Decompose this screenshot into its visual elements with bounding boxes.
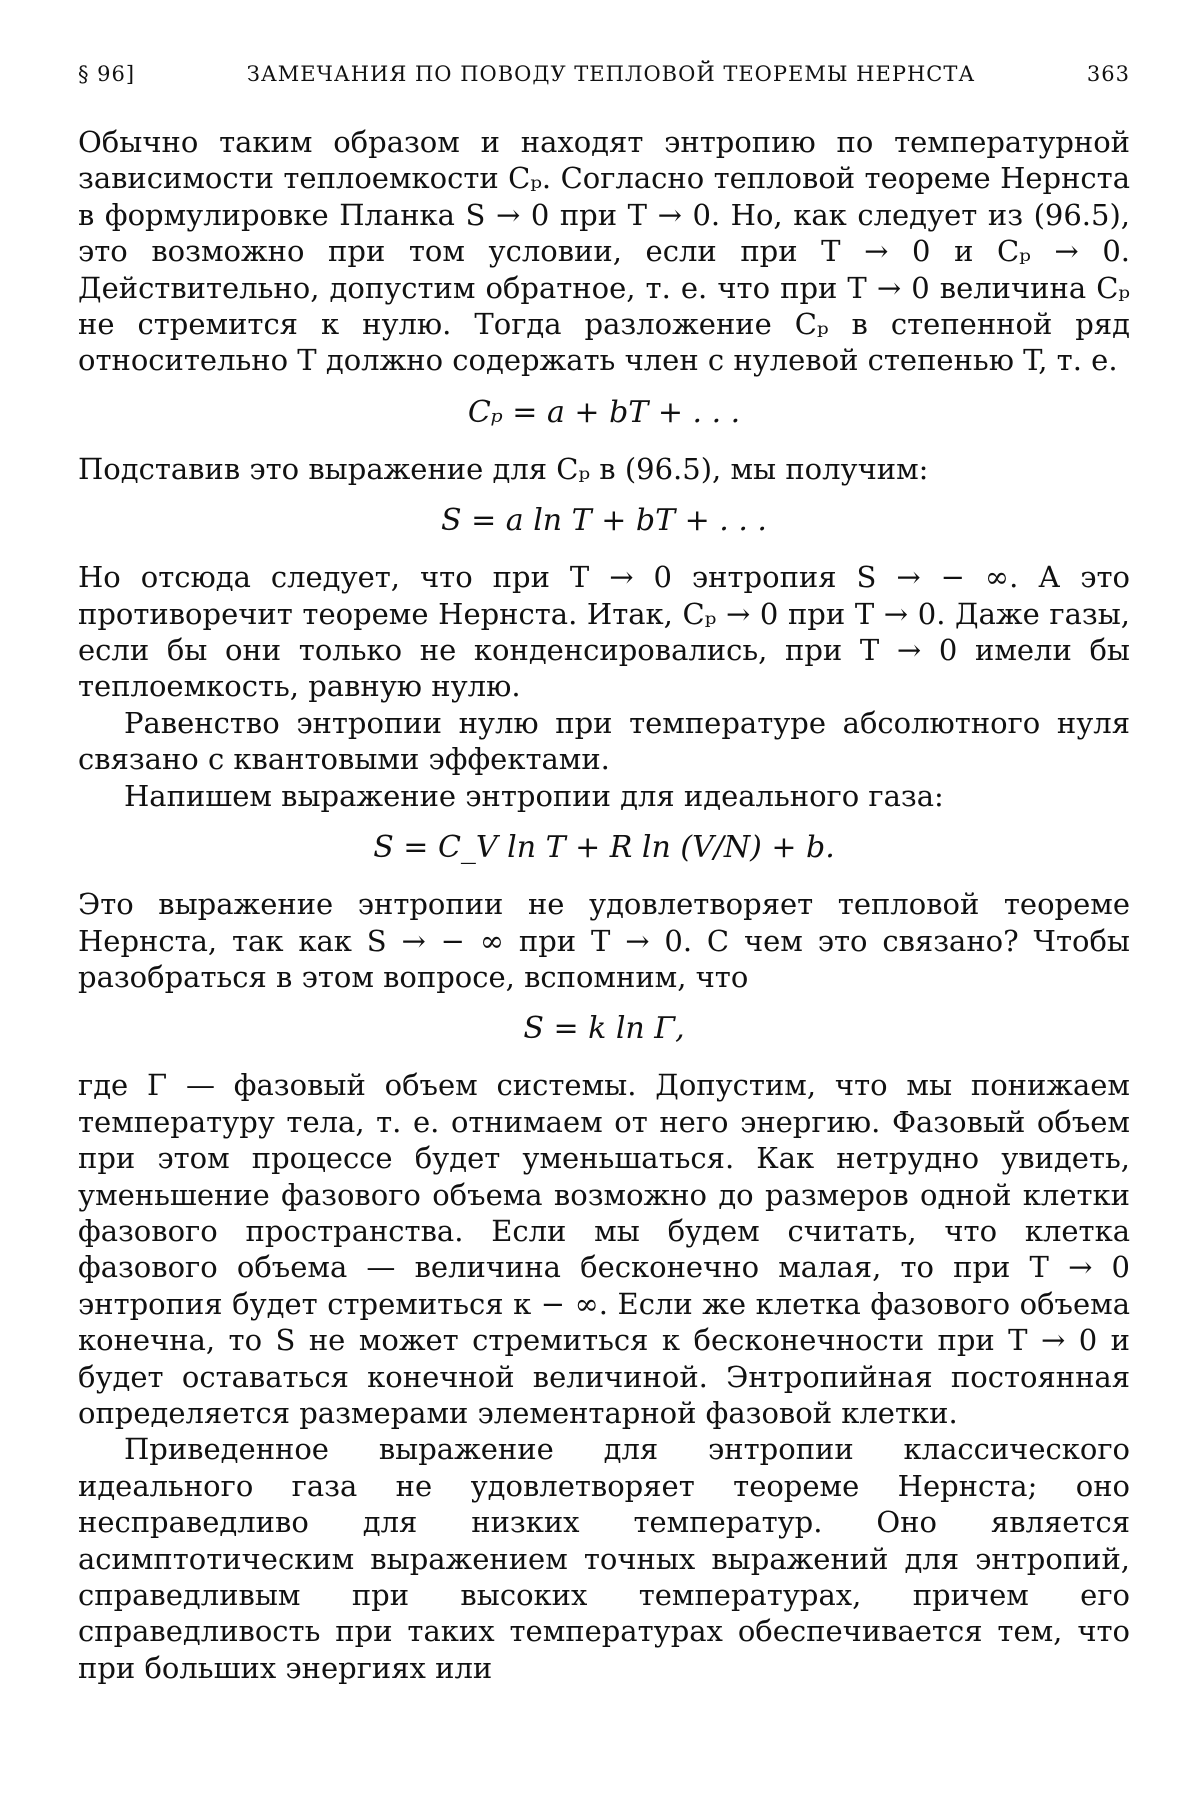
paragraph-7: где Γ — фазовый объем системы. Допустим, что мы понижаем температуру тела, т. е. отнимаем от него энергию. Фазовый объем при этом процессе будет уменьшаться. Как нетрудно увидеть, уменьшение фазового объема возможно до размеров одной клетки фазового пространства. Если мы будем считать, что клетка фазового объема — величина бесконечно малая, то при T → 0 энтропия будет стремиться к − ∞. Если же клетка фазового объема конечна, то S не может стремиться к бесконечности при T → 0 и будет оставаться конечной величиной. Энтропийная постоянная определяется размерами элементарной фазовой клетки. xyxy=(78,1068,1130,1430)
paragraph-6: Это выражение энтропии не удовлетворяет тепловой теореме Нернста, так как S → − ∞ при T → 0. С чем это связано? Чтобы разобраться в этом вопросе, вспомним, что xyxy=(78,887,1130,994)
page-number: 363 xyxy=(1086,62,1130,86)
paragraph-5: Напишем выражение энтропии для идеального газа: xyxy=(124,778,944,813)
page-body xyxy=(78,124,1130,1686)
formula-boltzmann-entropy: S = k ln Γ, xyxy=(523,1011,685,1047)
formula-ideal-gas-entropy: S = C_V ln T + R ln (V/N) + b. xyxy=(373,830,835,866)
running-header xyxy=(78,62,1130,102)
paragraph-4: Равенство энтропии нулю при температуре абсолютного нуля связано с квантовыми эффектами. xyxy=(78,705,1130,777)
paragraph-8: Приведенное выражение для энтропии классического идеального газа не удовлетворяет теореме Нернста; оно несправедливо для низких температур. Оно является асимптотическим выражением точных выражений для энтропий, справедливым при высоких температурах, причем его справедливость при таких температурах обеспечивается тем, что при больших энергиях или xyxy=(78,1432,1130,1685)
formula-entropy-log: S = a ln T + bT + . . . xyxy=(441,503,767,539)
formula-cp-expansion: Cₚ = a + bT + . . . xyxy=(467,394,741,430)
running-title: ЗАМЕЧАНИЯ ПО ПОВОДУ ТЕПЛОВОЙ ТЕОРЕМЫ НЕРНСТА xyxy=(246,62,976,86)
paragraph-3: Но отсюда следует, что при T → 0 энтропия S → − ∞. А это противоречит теореме Нернста. Итак, Cₚ → 0 при T → 0. Даже газы, если бы они только не конденсировались, при T → 0 имели бы теплоемкость, равную нулю. xyxy=(78,560,1130,704)
paragraph-1: Обычно таким образом и находят энтропию по температурной зависимости теплоемкости Cₚ. Согласно тепловой теореме Нернста в формулировке Планка S → 0 при T → 0. Но, как следует из (96.5), это возможно при том условии, если при T → 0 и Cₚ → 0. Действительно, допустим обратное, т. е. что при T → 0 величина Cₚ не стремится к нулю. Тогда разложение Cₚ в степенной ряд относительно T должно содержать член с нулевой степенью T, т. е. xyxy=(78,125,1130,378)
paragraph-2: Подставив это выражение для Cₚ в (96.5), мы получим: xyxy=(78,451,929,486)
section-number: § 96] xyxy=(78,62,136,86)
